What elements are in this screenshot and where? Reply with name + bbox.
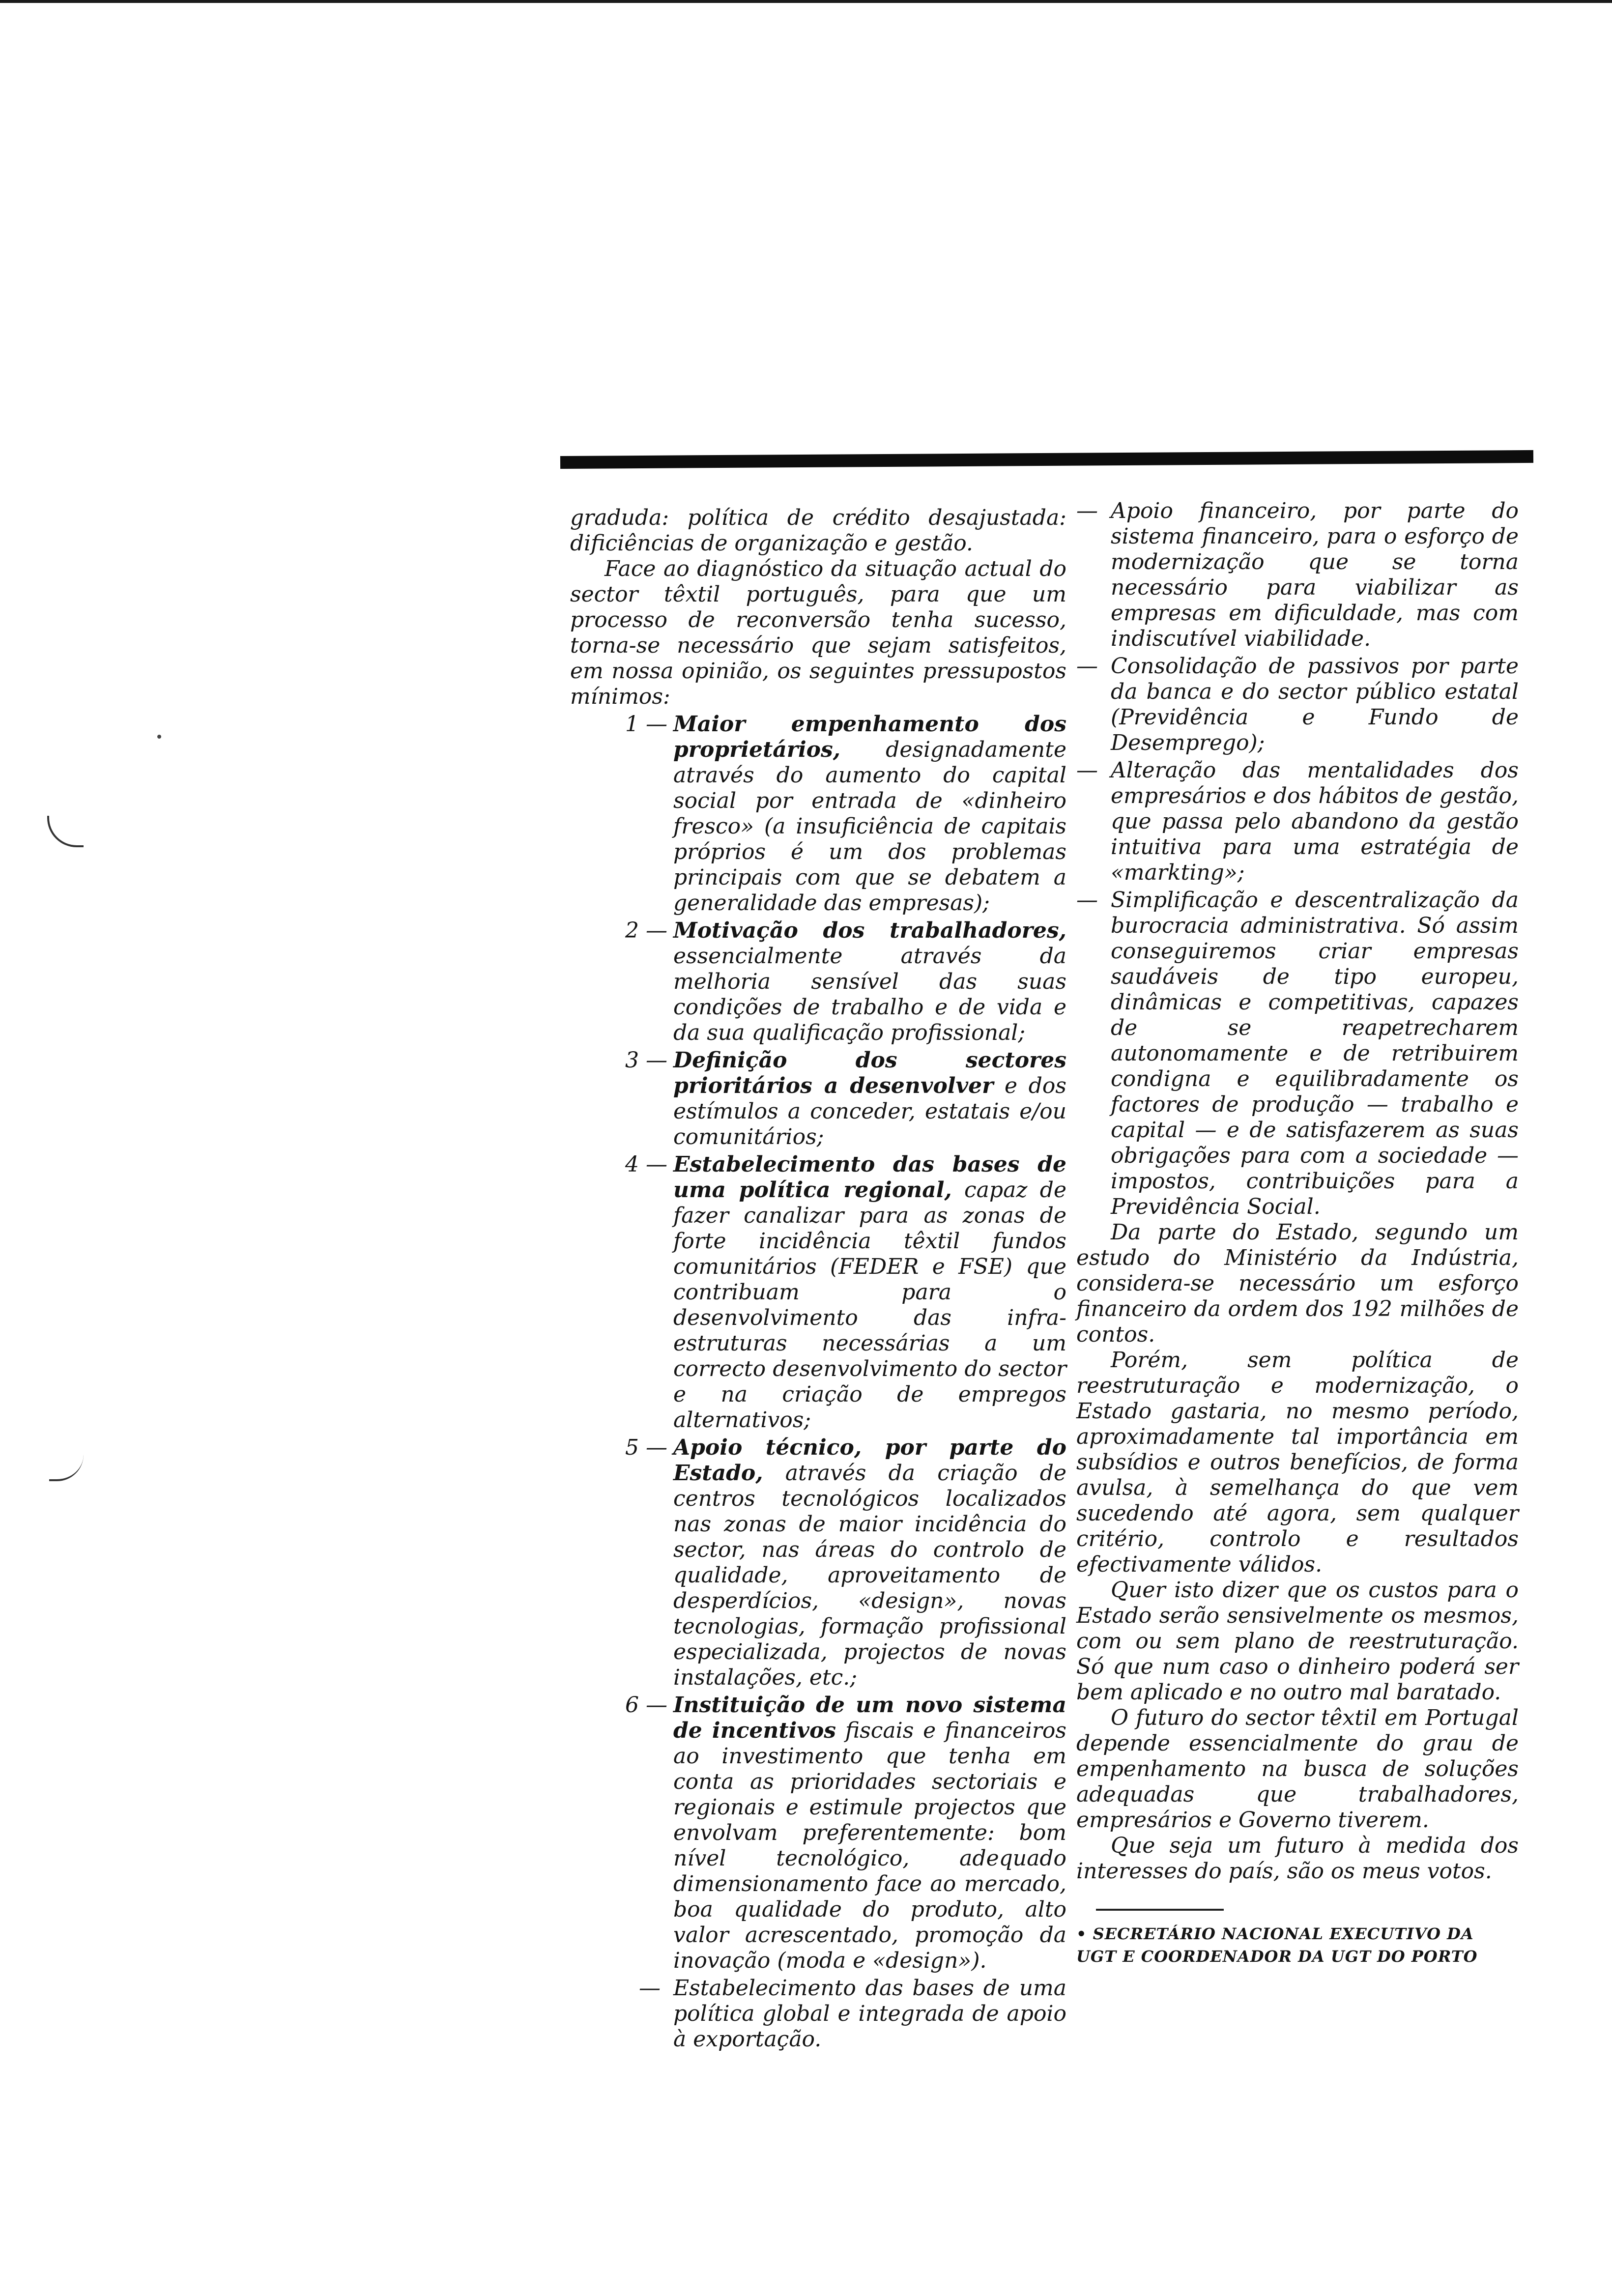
intro-paragraph: graduda: política de crédito desajustada: dificiências de organização e gestão. <box>570 505 1066 556</box>
item-heading: Estabelecimento das bases de uma política regional, <box>673 1152 1066 1203</box>
item-number: 3 — <box>625 1048 667 1073</box>
list-item <box>1076 654 1519 756</box>
footnote: • SECRETÁRIO NACIONAL EXECUTIVO DA UGT E COORDENADOR DA UGT DO PORTO <box>1076 1924 1478 1966</box>
item-text: Simplificação e descentralização da burocracia administrativa. Só assim conseguiremos criar empresas saudáveis de tipo europeu, dinâmicas e competitivas, capazes de se reapetrecharem autonomamente e de retribuirem condigna e equilibradamente os factores de produção — trabalho e capital — e de satisfazerem as suas obrigações para com a sociedade — impostos, contribuições para a Previdência Social. <box>1111 888 1519 1219</box>
scan-dot <box>157 735 161 739</box>
body-paragraph: O futuro do sector têxtil em Portugal depende essencialmente do grau de empenhamento na busca de soluções adequadas que trabalhadores, empresários e Governo tiverem. <box>1076 1705 1519 1833</box>
item-heading: Motivação dos trabalhadores, <box>673 918 1066 943</box>
item-heading: Apoio técnico, por parte do Estado, <box>673 1435 1066 1486</box>
body-paragraph: Quer isto dizer que os custos para o Estado serão sensivelmente os mesmos, com ou sem plano de reestruturação. Só que num caso o dinheiro poderá ser bem aplicado e no outro mal baratado. <box>1076 1578 1519 1705</box>
closing-paragraph: Que seja um futuro à medida dos interesses do país, são os meus votos. <box>1076 1833 1519 1884</box>
dash-bullet: — <box>1076 498 1098 523</box>
dash-bullet: — <box>1076 758 1098 783</box>
footnote-rule <box>1096 1909 1224 1911</box>
list-item <box>1076 888 1519 1220</box>
item-heading: Definição dos sectores prioritários a desenvolver <box>673 1048 1066 1098</box>
item-number: 6 — <box>625 1693 667 1718</box>
list-item <box>570 1048 1066 1150</box>
list-item <box>570 1976 1066 2052</box>
item-text: fiscais e financeiros ao investimento que tenha em conta as prioridades sectoriais e regionais e estimule projectos que envolvam preferentemente: bom nível tecnológico, adequado dimensionamento face ao mercado, boa qualidade do produto, alto valor acrescentado, promoção da inovação (moda e «design»). <box>673 1718 1066 1973</box>
item-heading: Instituição de um novo sistema de incentivos <box>673 1693 1066 1743</box>
list-item <box>1076 758 1519 886</box>
body-paragraph: Da parte do Estado, segundo um estudo do Ministério da Indústria, considera-se necessário um esforço financeiro da ordem dos 192 milhões de contos. <box>1076 1220 1519 1347</box>
item-number: 2 — <box>625 918 667 943</box>
list-item <box>570 918 1066 1046</box>
top-border-line <box>0 0 1612 3</box>
item-number: 4 — <box>625 1152 667 1177</box>
dash-bullet: — <box>639 1976 661 2001</box>
left-column <box>570 505 1066 2052</box>
list-item <box>1076 498 1519 652</box>
list-item <box>570 1435 1066 1691</box>
dash-bullet: — <box>1076 654 1098 679</box>
scan-mark-bracket-1 <box>47 816 84 847</box>
item-number: 5 — <box>625 1435 667 1460</box>
item-text: essencialmente através da melhoria sensível das suas condições de trabalho e de vida e da sua qualificação profissional; <box>673 944 1066 1045</box>
item-text: e dos estímulos a conceder, estatais e/ou comunitários; <box>673 1073 1066 1149</box>
item-text: designadamente através do aumento do capital social por entrada de «dinheiro fresco» (a insuficiência de capitais próprios é um dos problemas principais com que se debatem a generalidade das empresas); <box>673 737 1066 916</box>
scan-mark-bracket-2 <box>49 1455 84 1481</box>
item-text: Apoio financeiro, por parte do sistema financeiro, para o esforço de modernização que se torna necessário para viabilizar as empresas em dificuldade, mas com indiscutível viabilidade. <box>1111 498 1519 651</box>
item-number: 1 — <box>625 712 667 737</box>
list-item <box>570 1693 1066 1974</box>
item-heading: Maior empenhamento dos proprietários, <box>673 712 1066 762</box>
diagnosis-paragraph: Face ao diagnóstico da situação actual do sector têxtil português, para que um processo de reconversão tenha sucesso, torna-se necessário que sejam satisfeitos, em nossa opinião, os seguintes pressupostos mínimos: <box>570 556 1066 709</box>
item-text: Consolidação de passivos por parte da banca e do sector público estatal (Previdência e Fundo de Desemprego); <box>1111 654 1519 755</box>
header-rule <box>560 450 1533 469</box>
dash-bullet: — <box>1076 888 1098 913</box>
item-text: Estabelecimento das bases de uma política global e integrada de apoio à exportação. <box>673 1976 1066 2052</box>
list-item <box>570 712 1066 916</box>
right-column <box>1076 496 1519 1968</box>
item-text: Alteração das mentalidades dos empresários e dos hábitos de gestão, que passa pelo abandono da gestão intuitiva para uma estratégia de «markting»; <box>1111 758 1519 885</box>
item-text: capaz de fazer canalizar para as zonas de forte incidência têxtil fundos comunitários (FEDER e FSE) que contribuam para o desenvolvimento das infra-estruturas necessárias a um correcto desenvolvimento do sector e na criação de empregos alternativos; <box>673 1177 1066 1433</box>
list-item <box>570 1152 1066 1433</box>
body-paragraph: Porém, sem política de reestruturação e modernização, o Estado gastaria, no mesmo período, aproximadamente tal importância em subsídios e outros benefícios, de forma avulsa, à semelhança do que vem sucedendo até agora, sem qualquer critério, controlo e resultados efectivamente válidos. <box>1076 1348 1519 1577</box>
item-text: através da criação de centros tecnológicos localizados nas zonas de maior incidência do sector, nas áreas do controlo de qualidade, aproveitamento de desperdícios, «design», novas tecnologias, formação profissional especializada, projectos de novas instalações, etc.; <box>673 1461 1066 1690</box>
